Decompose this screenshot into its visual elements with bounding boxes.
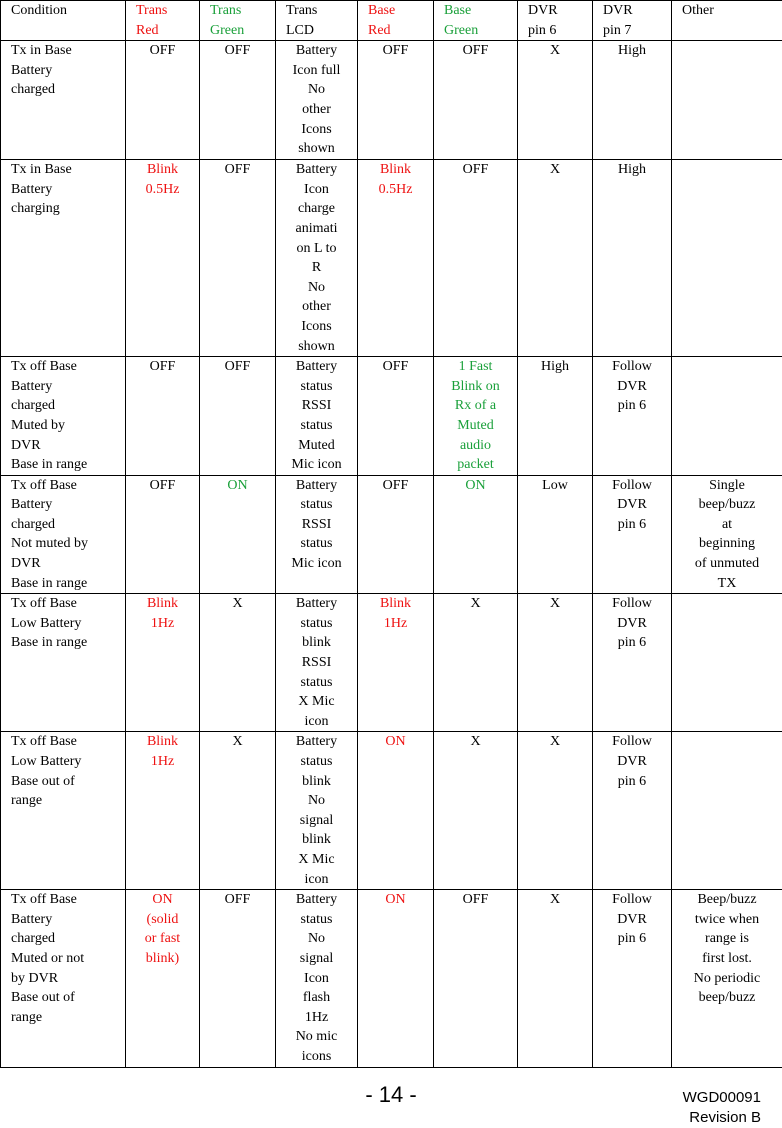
cell-dvr-pin7: Follow DVR pin 6 — [593, 732, 672, 890]
table-header-row — [1, 1, 782, 41]
cell-base-red: Blink 0.5Hz — [358, 160, 434, 357]
cell-other — [672, 357, 782, 476]
cell-dvr-pin6: X — [518, 160, 593, 357]
cell-base-red: ON — [358, 890, 434, 1067]
cell-base-green: OFF — [434, 890, 518, 1067]
cell-base-green: ON — [434, 475, 518, 594]
cell-trans-lcd: Battery Icon full No other Icons shown — [276, 41, 358, 160]
table-row — [1, 475, 782, 594]
header-base-red: Base Red — [358, 1, 434, 41]
cell-condition: Tx off Base Battery charged Muted or not by DVR Base out of range — [1, 890, 126, 1067]
cell-base-red: OFF — [358, 41, 434, 160]
table-row — [1, 160, 782, 357]
cell-dvr-pin6: X — [518, 732, 593, 890]
cell-dvr-pin6: X — [518, 594, 593, 732]
document-id-block — [683, 1088, 761, 1128]
cell-condition: Tx off Base Battery charged Not muted by DVR Base in range — [1, 475, 126, 594]
cell-other — [672, 732, 782, 890]
page-number: - 14 - — [0, 1082, 782, 1108]
cell-dvr-pin6: High — [518, 357, 593, 476]
cell-trans-lcd: Battery status blink RSSI status X Mic icon — [276, 594, 358, 732]
header-trans-lcd: Trans LCD — [276, 1, 358, 41]
header-trans-green: Trans Green — [200, 1, 276, 41]
cell-dvr-pin7: Follow DVR pin 6 — [593, 594, 672, 732]
cell-trans-green: X — [200, 594, 276, 732]
cell-base-green: 1 Fast Blink on Rx of a Muted audio packet — [434, 357, 518, 476]
cell-trans-green: ON — [200, 475, 276, 594]
cell-dvr-pin6: X — [518, 890, 593, 1067]
cell-trans-red: OFF — [126, 475, 200, 594]
cell-trans-lcd: Battery status blink No signal blink X Mic icon — [276, 732, 358, 890]
cell-condition: Tx off Base Low Battery Base in range — [1, 594, 126, 732]
cell-dvr-pin7: Follow DVR pin 6 — [593, 475, 672, 594]
cell-base-green: OFF — [434, 160, 518, 357]
table-row — [1, 41, 782, 160]
cell-dvr-pin7: Follow DVR pin 6 — [593, 357, 672, 476]
cell-trans-lcd: Battery Icon charge animati on L to R No other Icons shown — [276, 160, 358, 357]
cell-other — [672, 41, 782, 160]
cell-condition: Tx in Base Battery charging — [1, 160, 126, 357]
cell-trans-green: X — [200, 732, 276, 890]
cell-base-green: X — [434, 594, 518, 732]
cell-base-red: Blink 1Hz — [358, 594, 434, 732]
table-row — [1, 594, 782, 732]
header-base-green: Base Green — [434, 1, 518, 41]
cell-base-red: OFF — [358, 475, 434, 594]
cell-trans-lcd: Battery status RSSI status Muted Mic icon — [276, 357, 358, 476]
cell-trans-red: Blink 1Hz — [126, 594, 200, 732]
cell-base-red: ON — [358, 732, 434, 890]
cell-trans-red: ON (solid or fast blink) — [126, 890, 200, 1067]
table-row — [1, 357, 782, 476]
cell-trans-red: OFF — [126, 41, 200, 160]
header-other: Other — [672, 1, 782, 41]
header-trans-red: Trans Red — [126, 1, 200, 41]
table-row — [1, 890, 782, 1067]
cell-dvr-pin7: High — [593, 41, 672, 160]
cell-condition: Tx off Base Battery charged Muted by DVR Base in range — [1, 357, 126, 476]
cell-trans-red: Blink 1Hz — [126, 732, 200, 890]
header-dvr-pin6: DVR pin 6 — [518, 1, 593, 41]
cell-trans-red: OFF — [126, 357, 200, 476]
cell-dvr-pin6: Low — [518, 475, 593, 594]
cell-base-red: OFF — [358, 357, 434, 476]
revision-label: Revision B — [683, 1108, 761, 1128]
cell-other — [672, 594, 782, 732]
cell-trans-red: Blink 0.5Hz — [126, 160, 200, 357]
cell-other: Single beep/buzz at beginning of unmuted TX — [672, 475, 782, 594]
cell-other — [672, 160, 782, 357]
cell-dvr-pin7: High — [593, 160, 672, 357]
cell-condition: Tx in Base Battery charged — [1, 41, 126, 160]
cell-base-green: OFF — [434, 41, 518, 160]
cell-dvr-pin6: X — [518, 41, 593, 160]
cell-trans-green: OFF — [200, 890, 276, 1067]
cell-trans-lcd: Battery status RSSI status Mic icon — [276, 475, 358, 594]
cell-trans-lcd: Battery status No signal Icon flash 1Hz No mic icons — [276, 890, 358, 1067]
cell-other: Beep/buzz twice when range is first lost. No periodic beep/buzz — [672, 890, 782, 1067]
header-condition: Condition — [1, 1, 126, 41]
cell-trans-green: OFF — [200, 41, 276, 160]
header-dvr-pin7: DVR pin 7 — [593, 1, 672, 41]
cell-trans-green: OFF — [200, 357, 276, 476]
table-row — [1, 732, 782, 890]
cell-trans-green: OFF — [200, 160, 276, 357]
cell-dvr-pin7: Follow DVR pin 6 — [593, 890, 672, 1067]
cell-condition: Tx off Base Low Battery Base out of range — [1, 732, 126, 890]
cell-base-green: X — [434, 732, 518, 890]
document-id: WGD00091 — [683, 1088, 761, 1108]
